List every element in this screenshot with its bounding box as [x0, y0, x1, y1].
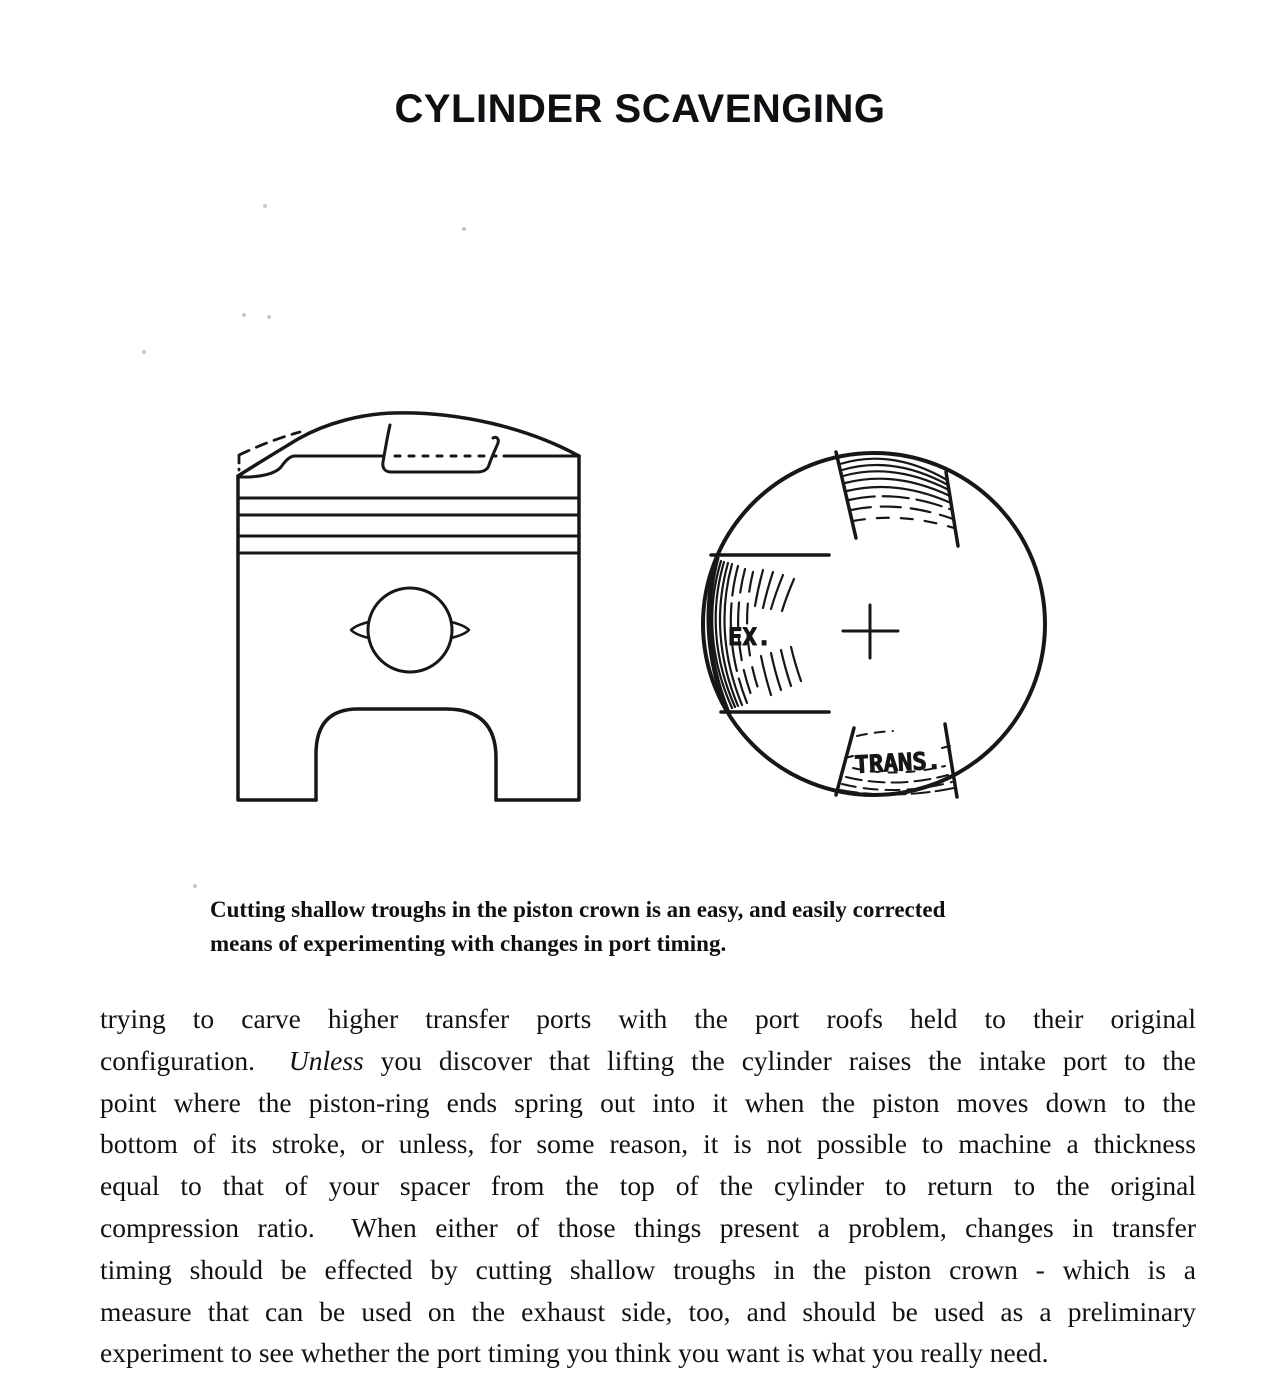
body-line: point where the piston-ring ends spring out into it when the piston moves down to the	[100, 1086, 1196, 1118]
scan-speck	[242, 313, 246, 317]
figure-caption	[210, 893, 1090, 961]
exhaust-label: EX.	[728, 623, 772, 651]
body-line: trying to carve higher transfer ports with the port roofs held to their original	[100, 1003, 1196, 1034]
piston-crown-top-view-figure	[695, 448, 1055, 800]
scan-speck	[193, 884, 197, 888]
scan-speck	[267, 315, 271, 319]
body-line: compression ratio. When either of those things present a problem, changes in transfer	[100, 1211, 1196, 1243]
body-line: bottom of its stroke, or unless, for some reason, it is not possible to machine a thickness	[100, 1128, 1196, 1160]
figure-caption-line-2: means of experimenting with changes in port timing.	[210, 931, 727, 956]
piston-side-view-drawing	[228, 406, 593, 806]
scan-speck	[142, 350, 146, 354]
body-paragraph	[100, 998, 1196, 1374]
page-title: CYLINDER SCAVENGING	[394, 86, 886, 131]
transfer-label: TRANS.	[853, 746, 942, 779]
scan-speck	[462, 227, 466, 231]
body-line: measure that can be used on the exhaust side, too, and should be used as a preliminary	[100, 1295, 1196, 1327]
body-line: equal to that of your spacer from the top of the cylinder to return to the original	[100, 1170, 1196, 1202]
piston-side-view-figure	[228, 406, 593, 806]
body-line: configuration. Unless you discover that lifting the cylinder raises the intake port to the	[100, 1044, 1196, 1076]
figure-caption-line-1: Cutting shallow troughs in the piston crown is an easy, and easily corrected	[210, 897, 946, 922]
piston-crown-top-view-drawing	[695, 448, 1055, 800]
body-line: timing should be effected by cutting shallow troughs in the piston crown - which is a	[100, 1253, 1196, 1285]
body-line: experiment to see whether the port timing you think you want is what you really need.	[100, 1337, 1049, 1369]
scan-speck	[263, 204, 267, 208]
